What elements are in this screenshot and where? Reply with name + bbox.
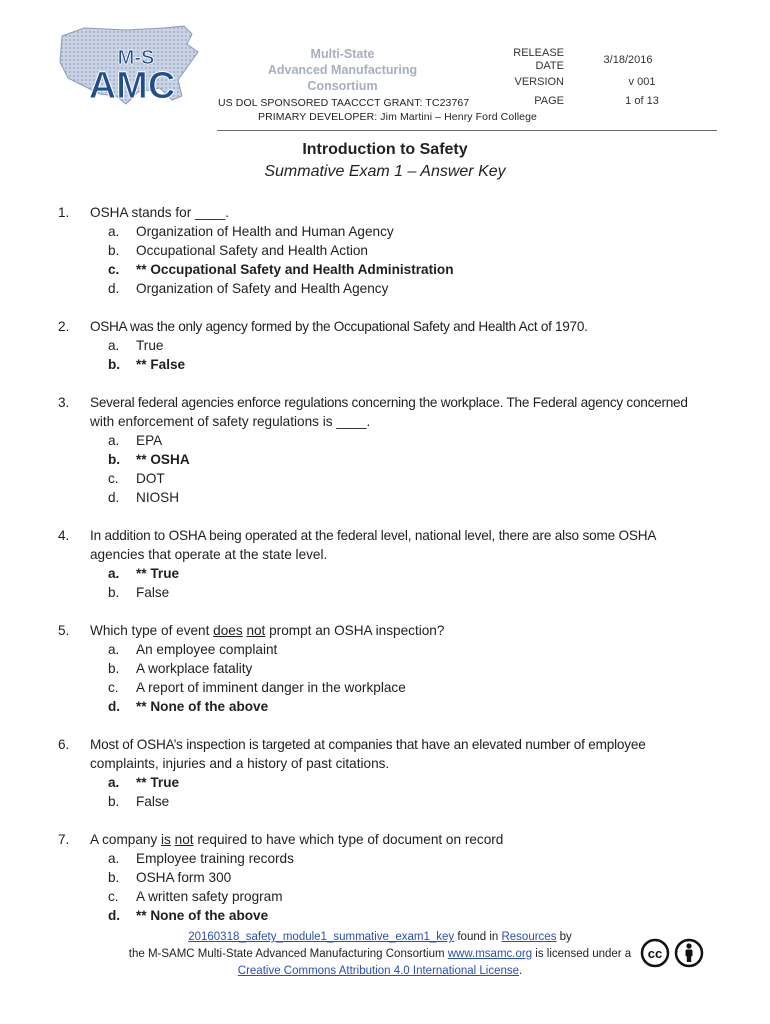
answer-option-a (108, 222, 728, 241)
org-line-3: Consortium (307, 79, 378, 93)
question-number: 6. (58, 737, 70, 752)
underlined-word-is: is (161, 832, 171, 847)
option-letter: b. (108, 794, 120, 809)
option-letter: d. (108, 281, 120, 296)
answer-option-a (108, 336, 728, 355)
correct-answer-option-a (108, 564, 728, 583)
grant-info: US DOL SPONSORED TAACCCT GRANT: TC23767 (218, 97, 470, 109)
option-letter: d. (108, 908, 121, 923)
question-number: 3. (58, 395, 70, 410)
correct-answer-option-d (108, 697, 728, 716)
footer-line-2 (100, 946, 663, 963)
answer-option-b (108, 583, 728, 602)
correct-answer-option-c (108, 260, 728, 279)
question-text (90, 735, 728, 773)
answer-option-b (108, 241, 728, 260)
option-text: ** None of the above (136, 908, 269, 923)
document-title: Introduction to Safety (302, 141, 468, 158)
svg-text:M-S: M-S (117, 47, 155, 69)
option-letter: a. (108, 851, 120, 866)
msamc-logo (56, 22, 204, 112)
option-letter: b. (108, 452, 121, 467)
resources-link[interactable]: Resources (501, 931, 557, 943)
question-text: OSHA stands for ____. (90, 205, 230, 220)
answer-option-a (108, 640, 728, 659)
answer-option-c (108, 887, 728, 906)
question-text-part: Which type of event (90, 623, 214, 638)
question-text-line-1: Several federal agencies enforce regulations concerning the workplace. The Federal agency concerned (90, 395, 688, 410)
option-text: A written safety program (136, 889, 283, 904)
question-text-part: required to have which type of document on record (193, 832, 504, 847)
cc-by-badge[interactable] (640, 937, 706, 969)
question-number: 5. (58, 623, 70, 638)
file-name-link[interactable]: 20160318_safety_module1_summative_exam1_key (188, 931, 455, 943)
footer-text: is licensed under a (532, 948, 632, 960)
header-divider (217, 130, 717, 131)
document-subtitle: Summative Exam 1 – Answer Key (264, 163, 506, 180)
option-text: OSHA form 300 (136, 870, 232, 885)
option-letter: a. (108, 224, 120, 239)
option-letter: b. (108, 357, 121, 372)
answer-option-b (108, 868, 728, 887)
option-letter: b. (108, 661, 120, 676)
answer-option-c (108, 469, 728, 488)
question-text-line-1: Most of OSHA’s inspection is targeted at companies that have an elevated number of employee (90, 737, 646, 752)
option-text: True (136, 338, 164, 353)
question-number: 4. (58, 528, 70, 543)
release-date-value: 3/18/2016 (603, 54, 653, 66)
option-text: NIOSH (136, 490, 180, 505)
option-letter: b. (108, 243, 120, 258)
option-text: False (136, 585, 170, 600)
question-text-line-2: with enforcement of safety regulations is ____. (90, 414, 371, 429)
option-letter: b. (108, 585, 120, 600)
question-6 (58, 735, 728, 811)
underlined-word-not: not (246, 623, 266, 638)
question-number: 7. (58, 832, 70, 847)
option-text: Organization of Safety and Health Agency (136, 281, 389, 296)
option-text: A workplace fatality (136, 661, 253, 676)
option-text: ** Occupational Safety and Health Administration (136, 262, 454, 277)
option-letter: b. (108, 870, 120, 885)
option-text: ** True (136, 775, 180, 790)
question-text (90, 526, 728, 564)
answer-option-b (108, 659, 728, 678)
license-footer (100, 929, 663, 980)
footer-line-3 (100, 963, 660, 980)
option-letter: a. (108, 433, 120, 448)
answer-option-c (108, 678, 728, 697)
question-list (58, 203, 728, 944)
org-line-2: Advanced Manufacturing (267, 63, 418, 77)
answer-option-a (108, 431, 728, 450)
option-text: Employee training records (136, 851, 294, 866)
correct-answer-option-b (108, 450, 728, 469)
option-text: EPA (136, 433, 163, 448)
question-7 (58, 830, 728, 925)
option-text: DOT (136, 471, 165, 486)
option-text: An employee complaint (136, 642, 278, 657)
option-letter: c. (108, 680, 119, 695)
correct-answer-option-d (108, 906, 728, 925)
question-text: OSHA was the only agency formed by the Occupational Safety and Health Act of 1970. (90, 319, 588, 334)
option-letter: a. (108, 642, 120, 657)
option-letter: a. (108, 566, 120, 581)
question-text-line-1: In addition to OSHA being operated at the federal level, national level, there are also some OSHA (90, 528, 657, 543)
question-1 (58, 203, 728, 298)
question-number: 1. (58, 205, 70, 220)
attribution-person-icon (676, 940, 702, 966)
question-number: 2. (58, 319, 70, 334)
footer-text: . (519, 965, 523, 977)
release-date-label (494, 47, 564, 73)
option-text: False (136, 794, 170, 809)
answer-option-d (108, 279, 728, 298)
option-text: A report of imminent danger in the workplace (136, 680, 406, 695)
question-text (90, 621, 728, 640)
footer-line-1 (100, 929, 660, 946)
page-value: 1 of 13 (625, 95, 659, 107)
question-text-part: A company (90, 832, 162, 847)
option-text: ** True (136, 566, 180, 581)
option-letter: a. (108, 338, 120, 353)
option-letter: c. (108, 262, 120, 277)
primary-developer: PRIMARY DEVELOPER: Jim Martini – Henry Ford College (258, 111, 537, 123)
correct-answer-option-b (108, 355, 728, 374)
svg-text:cc: cc (647, 946, 663, 961)
question-text-part: prompt an OSHA inspection? (265, 623, 445, 638)
option-letter: d. (108, 699, 121, 714)
page-label: PAGE (534, 95, 564, 107)
answer-option-b (108, 792, 728, 811)
question-3 (58, 393, 728, 507)
option-letter: c. (108, 471, 119, 486)
org-line-1: Multi-State (310, 47, 375, 61)
option-text: Occupational Safety and Health Action (136, 243, 368, 258)
question-5 (58, 621, 728, 716)
question-4 (58, 526, 728, 602)
organization-name (250, 46, 435, 94)
footer-text: the M-SAMC Multi-State Advanced Manufacturing Consortium (128, 948, 448, 960)
question-2 (58, 317, 728, 374)
underlined-word-does: does (213, 623, 243, 638)
release-label-line-2: DATE (535, 60, 564, 72)
option-text: ** None of the above (136, 699, 269, 714)
footer-text: found in (454, 931, 502, 943)
creative-commons-license-link[interactable]: Creative Commons Attribution 4.0 International License (237, 965, 520, 977)
correct-answer-option-a (108, 773, 728, 792)
creative-commons-icon (642, 940, 668, 966)
option-letter: d. (108, 490, 120, 505)
msamc-website-link[interactable]: www.msamc.org (447, 948, 533, 960)
question-text-line-2: agencies that operate at the state level. (90, 547, 328, 562)
svg-text:AMC: AMC (88, 65, 176, 107)
option-letter: a. (108, 775, 120, 790)
question-text (90, 830, 728, 849)
option-text: ** False (136, 357, 186, 372)
version-value: v 001 (628, 76, 656, 88)
footer-text: by (556, 931, 572, 943)
question-text (90, 393, 728, 431)
answer-option-d (108, 488, 728, 507)
answer-option-a (108, 849, 728, 868)
option-letter: c. (108, 889, 119, 904)
underlined-word-not: not (174, 832, 194, 847)
question-text-line-2: complaints, injuries and a history of past citations. (90, 756, 390, 771)
version-label: VERSION (514, 76, 564, 88)
release-label-line-1: RELEASE (513, 47, 564, 59)
option-text: ** OSHA (136, 452, 190, 467)
option-text: Organization of Health and Human Agency (136, 224, 394, 239)
